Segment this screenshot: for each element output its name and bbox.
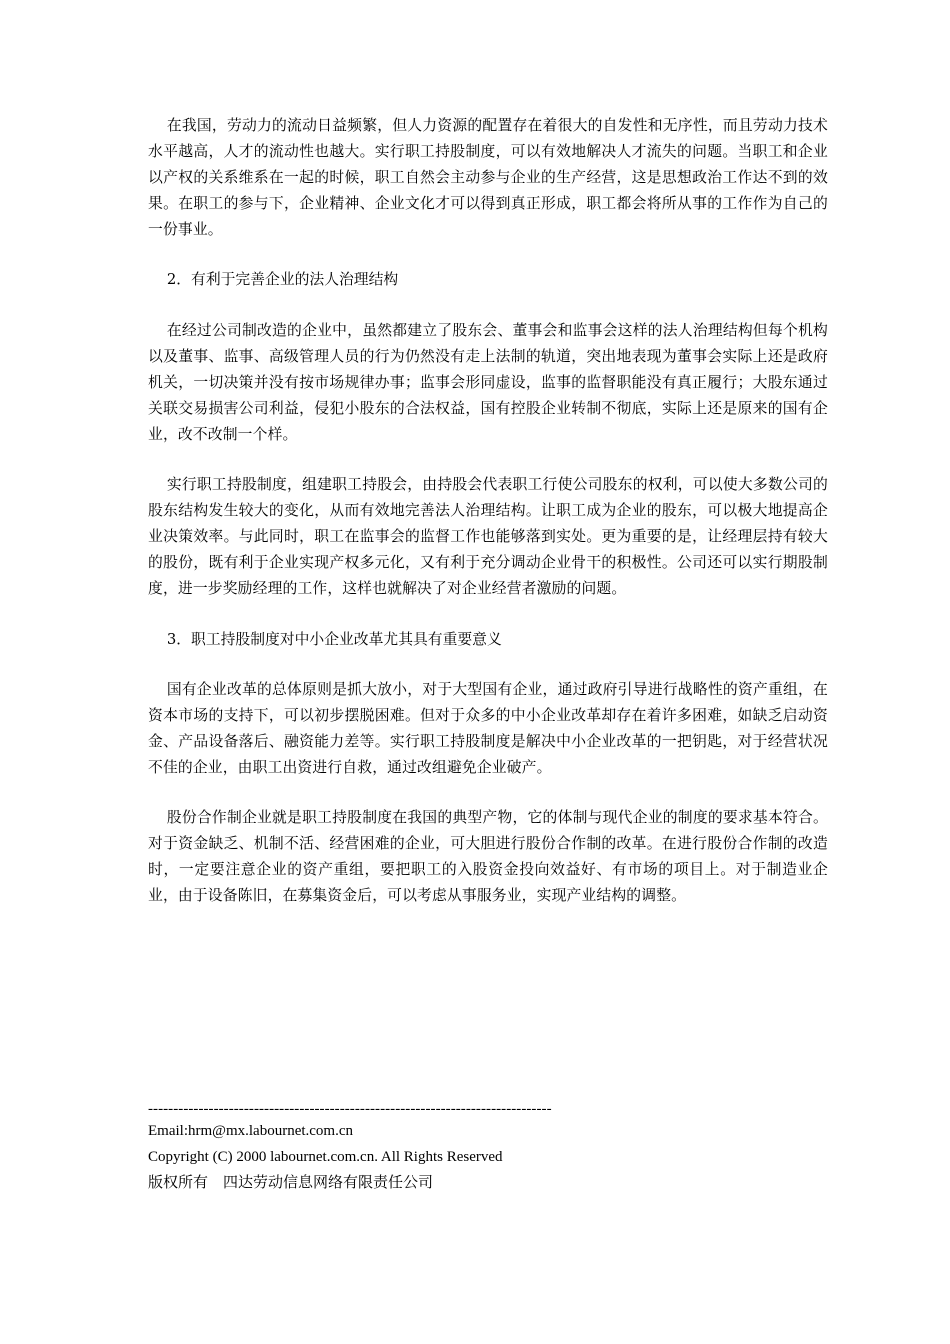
footer-email: Email:hrm@mx.labournet.com.cn [148,1123,354,1139]
footer-divider: -------------------------------------------------------------------------------- [148,1101,552,1117]
footer-rights-cn: 版权所有 四达劳动信息网络有限责任公司 [148,1175,434,1191]
footer-copyright: Copyright (C) 2000 labournet.com.cn. All Rights Reserved [148,1149,503,1165]
paragraph-employee-shareholding: 实行职工持股制度，组建职工持股会，由持股会代表职工行使公司股东的权利，可以使大多数公司的股东结构发生较大的变化，从而有效地完善法人治理结构。让职工成为企业的股东，可以极大地提高企业决策效率。与此同时，职工在监事会的监督工作也能够落到实处。更为重要的是，让经理层持有较大的股份，既有利于企业实现产权多元化，又有利于充分调动企业骨干的积极性。公司还可以实行期股制度，进一步奖励经理的工作，这样也就解决了对企业经营者激励的问题。 [148,476,828,598]
article-body [148,113,828,933]
section-heading-2: 2．有利于完善企业的法人治理结构 [166,271,399,289]
paragraph-governance-problems: 在经过公司制改造的企业中，虽然都建立了股东会、董事会和监事会这样的法人治理结构但每个机构以及董事、监事、高级管理人员的行为仍然没有走上法制的轨道，突出地表现为董事会实际上还是政府机关，一切决策并没有按市场规律办事；监事会形同虚设，监事的监督职能没有真正履行；大股东通过关联交易损害公司利益，侵犯小股东的合法权益，国有控股企业转制不彻底，实际上还是原来的国有企业，改不改制一个样。 [148,321,828,443]
page-footer [148,1100,828,1196]
paragraph-talent-flow: 在我国，劳动力的流动日益频繁，但人力资源的配置存在着很大的自发性和无序性，而且劳动力技术水平越高，人才的流动性也越大。实行职工持股制度，可以有效地解决人才流失的问题。当职工和企业以产权的关系维系在一起的时候，职工自然会主动参与企业的生产经营，这是思想政治工作达不到的效果。在职工的参与下，企业精神、企业文化才可以得到真正形成，职工都会将所从事的工作作为自己的一份事业。 [148,117,828,239]
paragraph-joint-stock-cooperative: 股份合作制企业就是职工持股制度在我国的典型产物，它的体制与现代企业的制度的要求基本符合。对于资金缺乏、机制不活、经营困难的企业，可大胆进行股份合作制的改革。在进行股份合作制的改造时，一定要注意企业的资产重组，要把职工的入股资金投向效益好、有市场的项目上。对于制造业企业，由于设备陈旧，在募集资金后，可以考虑从事服务业，实现产业结构的调整。 [148,808,828,905]
section-heading-3: 3．职工持股制度对中小企业改革尤其具有重要意义 [166,630,502,648]
paragraph-sme-reform: 国有企业改革的总体原则是抓大放小，对于大型国有企业，通过政府引导进行战略性的资产重组，在资本市场的支持下，可以初步摆脱困难。但对于众多的中小企业改革却存在着许多困难，如缺乏启动资金、产品设备落后、融资能力差等。实行职工持股制度是解决中小企业改革的一把钥匙，对于经营状况不佳的企业，由职工出资进行自救，通过改组避免企业破产。 [148,680,828,776]
